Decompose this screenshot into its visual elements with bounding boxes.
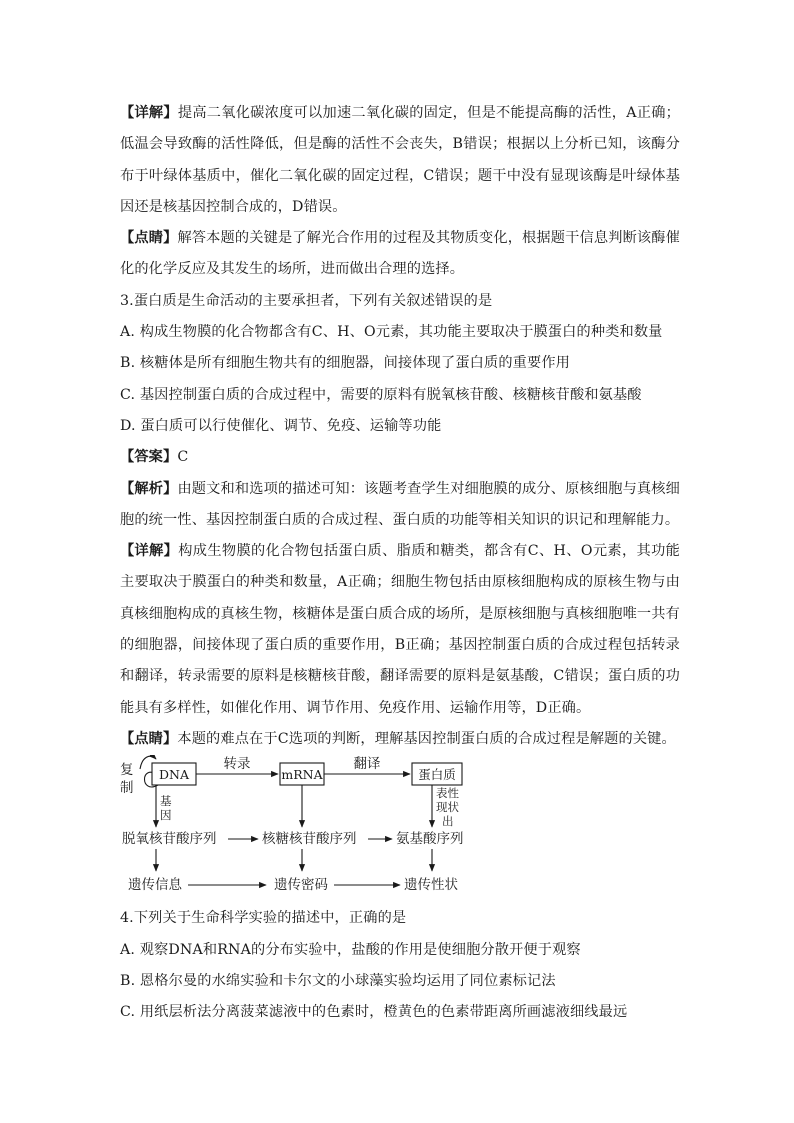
answer-line: [120, 442, 680, 473]
gene-label-1: 基: [160, 794, 172, 809]
tag-label: 【答案】: [120, 449, 178, 466]
transcription-label: 转录: [223, 756, 251, 773]
tag-label: 【点睛】: [120, 230, 178, 247]
question-3-option-a: [120, 317, 680, 348]
central-dogma-diagram: [120, 755, 680, 903]
diagram-svg: [120, 755, 680, 903]
tag-label: 【解析】: [120, 480, 178, 497]
paragraph-text: C. 基因控制蛋白质的合成过程中，需要的原料有脱氧核苷酸、核糖核苷酸和氨基酸: [120, 386, 642, 403]
express-label-3: 出: [442, 814, 454, 829]
paragraph-text: 本题的难点在于C选项的判断，理解基因控制蛋白质的合成过程是解题的关键。: [177, 730, 676, 747]
paragraph-note-2: [120, 724, 680, 755]
tag-label: 【点睛】: [120, 730, 178, 747]
row3-genetic-code: 遗传密码: [274, 877, 328, 894]
paragraph-text: 提高二氧化碳浓度可以加速二氧化碳的固定，但是不能提高酶的活性，A正确；低温会导致酶的活性降低，但是酶的活性不会丧失，B错误；根据以上分析已知，该酶分布于叶绿体基质中，催化二氧化碳的固定过程，C错误；题干中没有显现该酶是叶绿体基因还是核基因控制合成的，D错误。: [120, 105, 680, 215]
tag-label: 【详解】: [120, 105, 178, 121]
paragraph-text: B. 恩格尔曼的水绵实验和卡尔文的小球藻实验均运用了同位素标记法: [120, 972, 556, 989]
question-4-option-c: [120, 997, 680, 1028]
paragraph-detail-1: [120, 98, 680, 223]
paragraph-text: B. 核糖体是所有细胞生物共有的细胞器，间接体现了蛋白质的重要作用: [120, 355, 571, 372]
analysis-paragraph: [120, 474, 680, 537]
paragraph-text: 由题文和和选项的描述可知：该题考查学生对细胞膜的成分、原核细胞与真核细胞的统一性、基因控制蛋白质的合成过程、蛋白质的功能等相关知识的识记和理解能力。: [120, 480, 680, 528]
paragraph-text: 4.下列关于生命科学实验的描述中，正确的是: [120, 910, 407, 927]
question-3-stem: [120, 286, 680, 317]
paragraph-text: 3.蛋白质是生命活动的主要承担者，下列有关叙述错误的是: [120, 292, 493, 309]
question-3-option-d: [120, 411, 680, 442]
paragraph-text: A. 观察DNA和RNA的分布实验中，盐酸的作用是使细胞分散开便于观察: [120, 941, 581, 958]
express-label-2: 现状: [436, 800, 459, 815]
paragraph-text: A. 构成生物膜的化合物都含有C、H、O元素，其功能主要取决于膜蛋白的种类和数量: [120, 324, 663, 341]
question-4-option-a: [120, 935, 680, 966]
tag-label: 【详解】: [120, 543, 179, 560]
express-label-1: 表性: [436, 786, 459, 801]
paragraph-detail-2: [120, 536, 680, 724]
document-page: [120, 98, 680, 1028]
copy-label-2: 制: [120, 780, 134, 797]
paragraph-note-1: [120, 223, 680, 286]
row2-deoxy-sequence: 脱氧核苷酸序列: [122, 831, 217, 848]
question-4-stem: [120, 903, 680, 934]
question-3-option-c: [120, 380, 680, 411]
translation-label: 翻译: [353, 756, 381, 773]
mrna-label: mRNA: [281, 767, 323, 783]
paragraph-text: 解答本题的关键是了解光合作用的过程及其物质变化，根据题干信息判断该酶催化的化学反应及其发生的场所，进而做出合理的选择。: [120, 230, 680, 278]
row3-genetic-trait: 遗传性状: [404, 877, 458, 894]
row3-genetic-info: 遗传信息: [128, 877, 182, 894]
paragraph-text: C: [177, 449, 189, 466]
paragraph-text: D. 蛋白质可以行使催化、调节、免疫、运输等功能: [120, 417, 442, 434]
copy-label-1: 复: [120, 762, 134, 779]
paragraph-text: 构成生物膜的化合物包括蛋白质、脂质和糖类，都含有C、H、O元素，其功能主要取决于膜蛋白的种类和数量，A正确；细胞生物包括由原核细胞构成的原核生物与由真核细胞构成的真核生物，核糖体是蛋白质合成的场所，是原核细胞与真核细胞唯一共有的细胞器，间接体现了蛋白质的重要作用，B正确；基因控制蛋白质的合成过程包括转录和翻译，转录需要的原料是核糖核苷酸，翻译需要的原料是氨基酸，C错误；蛋白质的功能具有多样性，如催化作用、调节作用、免疫作用、运输作用等，D正确。: [120, 543, 680, 716]
question-3-option-b: [120, 348, 680, 379]
protein-label: 蛋白质: [418, 767, 456, 783]
question-4-option-b: [120, 966, 680, 997]
row2-amino-sequence: 氨基酸序列: [396, 831, 464, 848]
row2-ribo-sequence: 核糖核苷酸序列: [262, 831, 357, 848]
dna-label: DNA: [159, 767, 189, 783]
paragraph-text: C. 用纸层析法分离菠菜滤液中的色素时，橙黄色的色素带距离所画滤液细线最远: [120, 1004, 628, 1021]
gene-label-2: 因: [160, 808, 172, 823]
